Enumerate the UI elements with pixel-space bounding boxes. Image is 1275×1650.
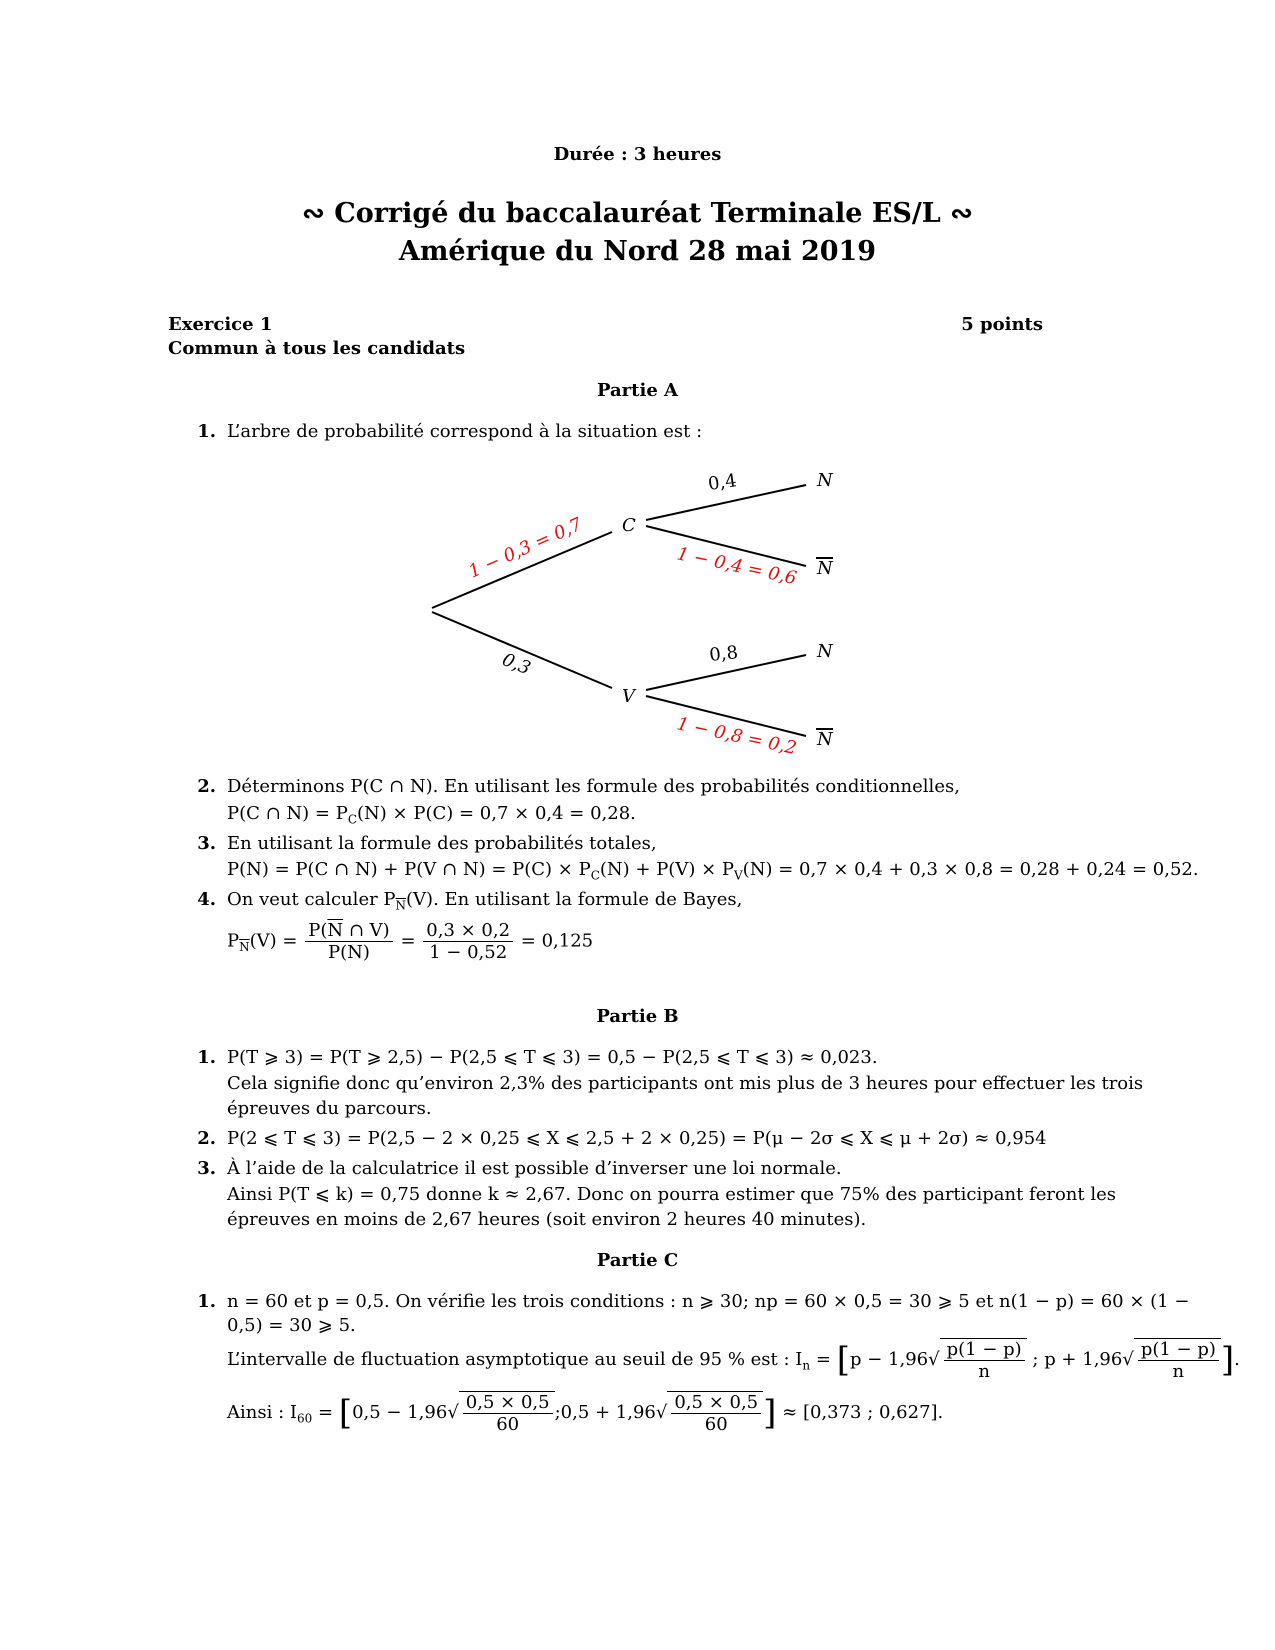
label-root-v: 0,3 [499, 649, 534, 680]
partA-q4-line1 [227, 889, 742, 913]
exercise-name: Exercice 1 [168, 314, 273, 335]
partC-q1-line2: 0,5) = 30 ⩾ 5. [227, 1315, 356, 1336]
c-ex-frac2 [671, 1392, 761, 1435]
q4-f1-num-b: ∩ V [348, 920, 383, 941]
q4-f1-num-bar: $\overline{N}$ [327, 920, 344, 941]
partB-title: Partie B [596, 1006, 679, 1027]
c-l4-a: Ainsi : I [227, 1402, 297, 1423]
leaf-nbar-1: N [817, 558, 833, 579]
node-c: C [622, 515, 636, 536]
c-l3-sub: n [802, 1358, 811, 1373]
c-ex-f1-num: 0,5 × 0,5 [463, 1392, 553, 1414]
c-int-a: p − 1,96 [849, 1349, 929, 1370]
c-ex-f1-den: 60 [496, 1414, 520, 1435]
probability-tree [0, 0, 1275, 780]
partB-q3-line2: Ainsi P(T ⩽ k) = 0,75 donne k ≈ 2,67. Donc on pourra estimer que 75% des participant feront les [227, 1184, 1117, 1205]
q4-f2-num: 0,3 × 0,2 [423, 920, 513, 942]
partA-q2-num: 2. [197, 776, 216, 797]
c-int-f2-num: p(1 − p) [1138, 1339, 1219, 1361]
q4-lhs-sub: N [239, 940, 250, 955]
exercise-subtitle: Commun à tous les candidats [168, 338, 466, 359]
partA-q4-num: 4. [197, 889, 216, 910]
q4-result: = 0,125 [520, 930, 594, 952]
q4-lhs: P [227, 930, 240, 952]
q4-f2-den: 1 − 0,52 [429, 942, 508, 963]
exercise-points: 5 points [961, 314, 1043, 335]
ornament-left-icon: ∾ [302, 198, 325, 229]
c-ex-f2-den: 60 [704, 1414, 728, 1435]
partA-q4-formula [227, 920, 593, 963]
c-int-f2-den: n [1172, 1361, 1185, 1382]
partC-title: Partie C [596, 1250, 679, 1271]
partB-q3-line1: À l’aide de la calculatrice il est possible d’inverser une loi normale. [227, 1158, 842, 1179]
q3-part2: (N) + P(V) × P [599, 859, 734, 880]
partA-q2-line2 [227, 803, 636, 827]
partC-q1-line1: n = 60 et p = 0,5. On vérifie les trois conditions : n ⩾ 30; np = 60 × 0,5 = 30 ⩾ 5 et n(1 − p) = 60 × (1 − [227, 1291, 1190, 1312]
q2-part2: (N) × P(C) = 0,7 × 0,4 = 0,28. [357, 803, 636, 824]
partA-q1-text: L’arbre de probabilité correspond à la situation est : [227, 421, 703, 442]
c-ex-a: 0,5 − 1,96 [352, 1402, 448, 1423]
q4-frac2 [423, 920, 513, 963]
q2-sub: C [347, 812, 358, 827]
c-l3-b: = [815, 1349, 831, 1370]
title-line1: Corrigé du baccalauréat Terminale ES/L [334, 198, 941, 229]
partB-q2-num: 2. [197, 1128, 216, 1149]
q4-intro-sub: N [395, 898, 407, 913]
partA-q3-num: 3. [197, 833, 216, 854]
c-ex-sep: ;0,5 + 1,96 [554, 1402, 656, 1423]
partB-q3-num: 3. [197, 1158, 216, 1179]
q3-part1: P(N) = P(C ∩ N) + P(V ∩ N) = P(C) × P [227, 859, 591, 880]
c-l4-b: = [317, 1402, 334, 1423]
partA-q3-line1: En utilisant la formule des probabilités totales, [227, 833, 657, 854]
partC-q1-line3: L’intervalle de fluctuation asymptotique au seuil de 95 % est : $I_n = [p - 1,96√$ $\frac{p(1 - p)}{n}$ ; p + 1,96√ $\frac{p(1 - p)}{n}$ ]. [227, 1339, 1240, 1382]
c-int-sep: ; p + 1,96 [1032, 1349, 1123, 1370]
q3-part3: (N) = 0,7 × 0,4 + 0,3 × 0,8 = 0,28 + 0,24 = 0,52. [742, 859, 1199, 880]
node-v: V [622, 686, 635, 707]
q4-frac1: $\frac{P(\overline{N} \cap V)}{P(\overline{N})}$ [305, 920, 392, 963]
leaf-n-1: N [817, 470, 833, 491]
c-l4-sub: 60 [296, 1411, 313, 1426]
label-root-c: 1 − 0,3 = 0,7 [465, 513, 586, 583]
c-ex-result: ≈ [0,373 ; 0,627]. [782, 1402, 944, 1423]
partB-q1-num: 1. [197, 1047, 216, 1068]
duration: Durée : 3 heures [553, 144, 722, 165]
q2-part1: P(C ∩ N) = P [227, 803, 348, 824]
partA-title: Partie A [596, 380, 679, 401]
leaf-n-2: N [817, 641, 833, 662]
partB-q1-line2: Cela signifie donc qu’environ 2,3% des participants ont mis plus de 3 heures pour effectuer les trois [227, 1073, 1144, 1094]
q3-sub1: C [590, 868, 600, 883]
partB-q1-line1: P(T ⩾ 3) = P(T ⩾ 2,5) − P(2,5 ⩽ T ⩽ 3) = 0,5 − P(2,5 ⩽ T ⩽ 3) ≈ 0,023. [227, 1047, 878, 1068]
c-int-f1-num: p(1 − p) [944, 1339, 1025, 1361]
label-v-n: 0,8 [708, 642, 740, 666]
partC-q1-line4: Ainsi : $I_{60} = [0,5 - 1,96√$ $\frac{0,5 \times 0,5}{60}$ ;0,5 + 1,96√ $\frac{0,5 \times 0,5}{60}$ ] ≈ [0,373 ; 0,627]. [227, 1392, 944, 1435]
partA-q3-line2 [227, 859, 1199, 883]
c-ex-f2-num: 0,5 × 0,5 [671, 1392, 761, 1414]
c-l3-a: L’intervalle de fluctuation asymptotique au seuil de 95 % est : I [227, 1349, 803, 1370]
c-ex-frac1 [463, 1392, 553, 1435]
q4-lhs-rest: (V) = [249, 930, 298, 952]
partA-q2-line1: Déterminons P(C ∩ N). En utilisant les formule des probabilités conditionnelles, [227, 776, 960, 797]
label-v-nbar: 1 − 0,8 = 0,2 [674, 713, 799, 760]
q4-f1-den-a: P [327, 942, 341, 963]
c-int-f1-den: n [978, 1361, 990, 1382]
q3-sub2: V [734, 868, 743, 883]
c-int-frac1 [944, 1339, 1025, 1382]
partA-q1-num: 1. [197, 421, 216, 442]
ornament-right-icon: ∾ [950, 198, 973, 229]
label-c-n: 0,4 [706, 470, 739, 495]
q4-intro-b: (V). En utilisant la formule de Bayes, [406, 889, 743, 910]
label-c-nbar: 1 − 0,4 = 0,6 [674, 543, 799, 590]
q4-eq: = [400, 930, 416, 952]
c-int-frac2 [1138, 1339, 1219, 1382]
q4-f1-den-bar: $\overline{N}$ [347, 942, 363, 963]
partB-q3-line3: épreuves en moins de 2,67 heures (soit environ 2 heures 40 minutes). [227, 1209, 867, 1230]
leaf-nbar-2: N [817, 729, 833, 750]
partC-q1-num: 1. [197, 1291, 216, 1312]
q4-intro-a: On veut calculer P [227, 889, 396, 910]
partB-q2-line1: P(2 ⩽ T ⩽ 3) = P(2,5 − 2 × 0,25 ⩽ X ⩽ 2,5 + 2 × 0,25) = P(μ − 2σ ⩽ X ⩽ μ + 2σ) ≈ 0,954 [227, 1128, 1047, 1149]
q4-f1-num-a: P [308, 920, 321, 941]
page-subtitle: Amérique du Nord 28 mai 2019 [398, 236, 877, 267]
partB-q1-line3: épreuves du parcours. [227, 1098, 432, 1119]
